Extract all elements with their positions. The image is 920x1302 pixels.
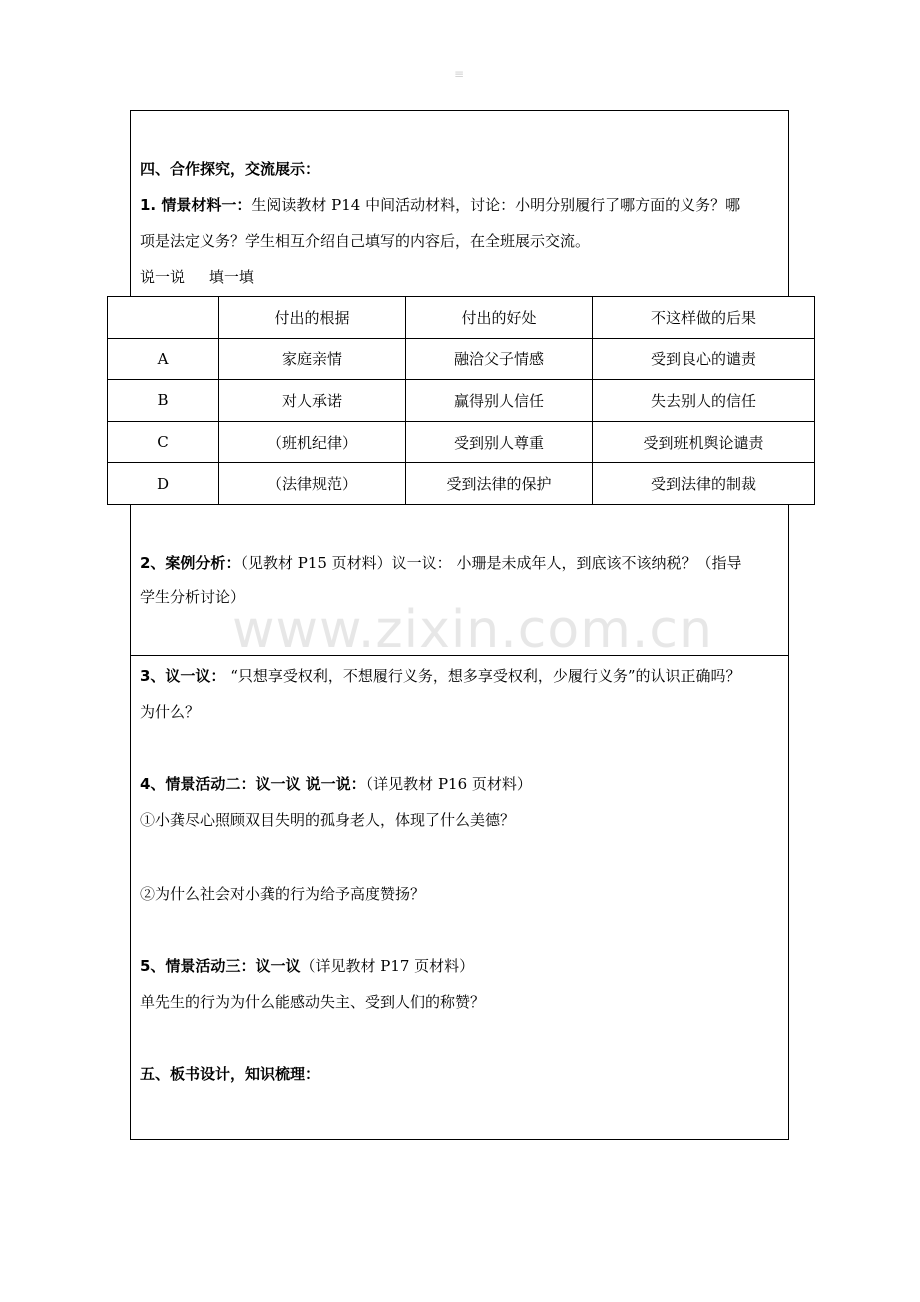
table-cell: 失去别人的信任 <box>593 380 815 422</box>
table-cell: 赢得别人信任 <box>406 380 593 422</box>
item4-question1: ①小龚尽心照顾双目失明的孤身老人，体现了什么美德？ <box>140 811 516 829</box>
item5-question1: 单先生的行为为什么能感动失主、受到人们的称赞？ <box>140 993 486 1011</box>
table-cell: 对人承诺 <box>219 380 406 422</box>
section5-heading: 五、板书设计，知识梳理： <box>140 1065 321 1083</box>
table-cell: 受到法律的制裁 <box>593 463 815 505</box>
item1-line2: 项是法定义务？学生相互介绍自己填写的内容后，在全班展示交流。 <box>140 232 591 250</box>
item4-label: 4、情景活动二：议一议 说一说： <box>140 775 366 793</box>
section4-frame <box>130 110 789 296</box>
table-cell: 受到别人尊重 <box>406 421 593 463</box>
item3-text: “只想享受权利，不想履行义务，想多享受权利，少履行义务”的认识正确吗？ <box>225 667 741 685</box>
table-header-cell: 付出的好处 <box>406 297 593 339</box>
table-cell: C <box>108 421 219 463</box>
item5-label: 5、情景活动三：议一议 <box>140 957 301 975</box>
item3-label: 3、议一议： <box>140 667 226 685</box>
item5-text: （详见教材 P17 页材料） <box>300 957 475 975</box>
item2-line2: 学生分析讨论） <box>140 588 246 606</box>
item5-line1 <box>140 954 782 978</box>
item3-line1 <box>140 664 782 688</box>
table-cell: A <box>108 338 219 380</box>
item2-line1 <box>140 551 782 575</box>
table-cell: 受到良心的谴责 <box>593 338 815 380</box>
table-cell: B <box>108 380 219 422</box>
table-cell: （法律规范） <box>219 463 406 505</box>
say-fill-label: 说一说 填一填 <box>140 268 254 286</box>
item1-text: 生阅读教材 P14 中间活动材料，讨论：小明分别履行了哪方面的义务？哪 <box>251 196 741 214</box>
table-row <box>108 380 815 422</box>
item4-line1 <box>140 772 782 796</box>
item1-label: 1. 情景材料一： <box>140 196 252 214</box>
table-cell: 家庭亲情 <box>219 338 406 380</box>
item2-text: （见教材 P15 页材料）议一议： 小珊是未成年人，到底该不该纳税？（指导 <box>240 554 742 572</box>
table-header-row <box>108 297 815 339</box>
item4-text: （详见教材 P16 页材料） <box>365 775 532 793</box>
discussion-frame <box>130 655 789 1140</box>
watermark: www.zixin.com.cn <box>232 600 713 660</box>
case-analysis-frame <box>130 505 789 655</box>
table-cell: 受到班机舆论谴责 <box>593 421 815 463</box>
item2-label: 2、案例分析： <box>140 554 241 572</box>
header-mark: ≡ <box>453 67 465 81</box>
table-row <box>108 463 815 505</box>
item1-line1 <box>140 193 782 217</box>
table-header-cell: 不这样做的后果 <box>593 297 815 339</box>
table-cell: （班机纪律） <box>219 421 406 463</box>
table-header-cell: 付出的根据 <box>219 297 406 339</box>
item4-question2: ②为什么社会对小龚的行为给予高度赞扬？ <box>140 885 426 903</box>
duty-table <box>107 296 815 505</box>
table-cell: 受到法律的保护 <box>406 463 593 505</box>
table-row <box>108 338 815 380</box>
table-cell: 融洽父子情感 <box>406 338 593 380</box>
table-cell: D <box>108 463 219 505</box>
item3-line2: 为什么？ <box>140 703 201 721</box>
table-row <box>108 421 815 463</box>
table-header-cell <box>108 297 219 339</box>
section4-heading: 四、合作探究，交流展示： <box>140 160 321 178</box>
